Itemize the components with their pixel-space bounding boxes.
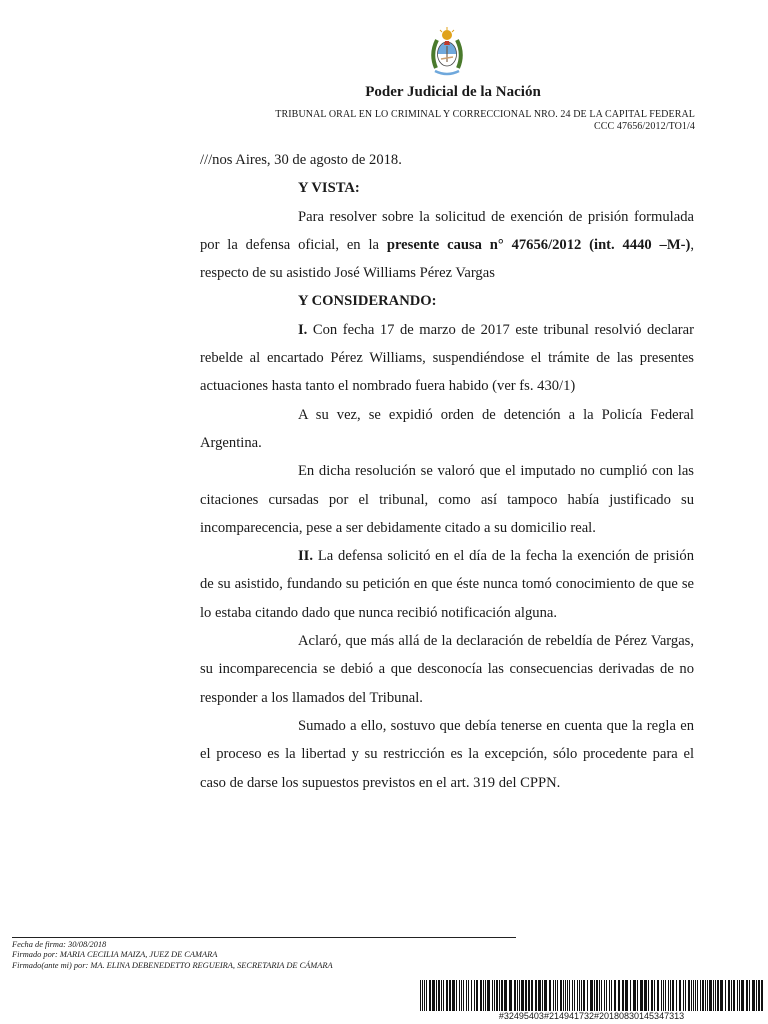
- document-body: [200, 146, 694, 797]
- paragraph: I. Con fecha 17 de marzo de 2017 este tribunal resolvió declarar rebelde al encartado Pérez Williams, suspendiéndose el trámite de las presentes actuaciones hasta tanto el nombrado fuera habido (ver fs. 430/1): [200, 321, 694, 395]
- paragraph: II. La defensa solicitó en el día de la fecha la exención de prisión de su asistido, fundando su petición en que éste nunca tomó conocimiento de que se lo estaba citando dado que nunca recibió notificación alguna.: [200, 548, 694, 621]
- document-header-title: Poder Judicial de la Nación: [365, 84, 541, 100]
- signed-before: Firmado(ante mi) por: MA. ELINA DEBENEDETTO REGUEIRA, SECRETARIA DE CÁMARA: [12, 960, 333, 970]
- argentina-coat-of-arms-icon: [430, 26, 464, 82]
- barcode-icon: [419, 980, 764, 1014]
- paragraph: A su vez, se expidió orden de detención a la Policía Federal Argentina.: [200, 406, 694, 451]
- signature-date: Fecha de firma: 30/08/2018: [12, 940, 107, 949]
- document-header-info: [275, 109, 695, 133]
- section-heading-considerando: Y CONSIDERANDO:: [298, 293, 437, 310]
- section-heading-vista: Y VISTA:: [298, 180, 360, 197]
- paragraph: En dicha resolución se valoró que el imputado no cumplió con las citaciones cursadas por el tribunal, como así tampoco había justificado su incomparecencia, pese a ser debidamente citado a su domicilio real.: [200, 463, 694, 536]
- paragraph: Para resolver sobre la solicitud de exención de prisión formulada por la defensa oficial, en la presente causa n° 47656/2012 (int. 4440 –M-), respecto de su asistido José Williams Pérez Vargas: [200, 208, 695, 282]
- tribunal-name: TRIBUNAL ORAL EN LO CRIMINAL Y CORRECCIONAL NRO. 24 DE LA CAPITAL FEDERAL: [275, 109, 695, 120]
- date-line: ///nos Aires, 30 de agosto de 2018.: [200, 152, 402, 168]
- signature-block: [12, 940, 333, 971]
- paragraph: Sumado a ello, sostuvo que debía tenerse en cuenta que la regla en el proceso es la libertad y su restricción es la excepción, sólo procedente para el caso de darse los supuestos previstos en el art. 319 del CPPN.: [200, 717, 694, 791]
- barcode-number: #32495403#214941732#20180830145347313: [419, 1011, 764, 1021]
- case-reference: CCC 47656/2012/TO1/4: [594, 121, 695, 132]
- paragraph: Aclaró, que más allá de la declaración de rebeldía de Pérez Vargas, su incomparecencia se debió a que desconocía las consecuencias derivadas de no responder a los llamados del Tribunal.: [200, 633, 694, 706]
- footer-divider: [12, 937, 516, 938]
- signed-by: Firmado por: MARIA CECILIA MAIZA, JUEZ DE CAMARA: [12, 950, 218, 960]
